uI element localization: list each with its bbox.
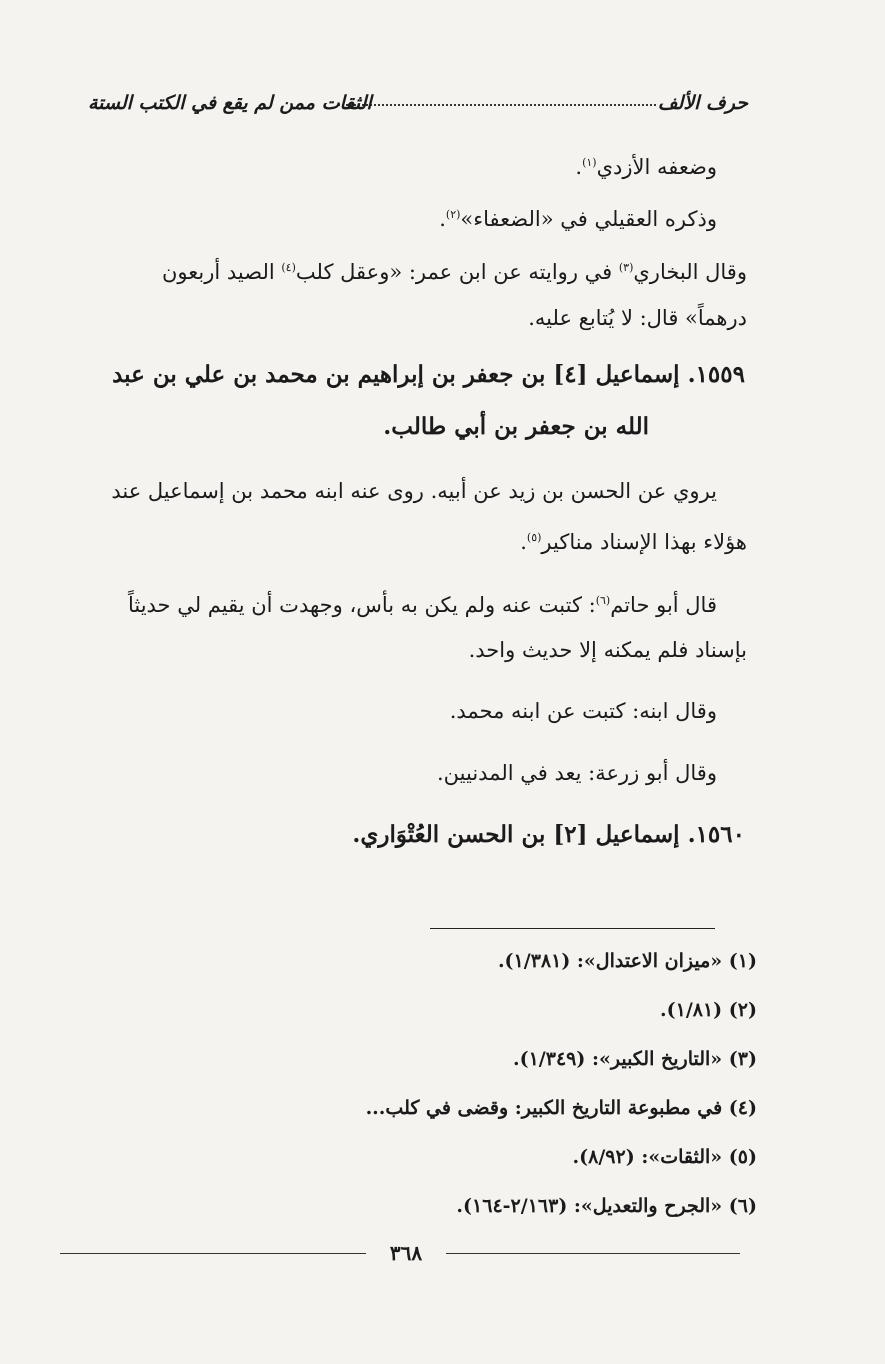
- text-span: الله بن جعفر بن أبي طالب.: [383, 413, 649, 440]
- text-span: ١٥٥٩. إسماعيل [٤] بن جعفر بن إبراهيم بن محمد بن علي بن عبد: [112, 361, 745, 388]
- text-line: [528, 303, 747, 333]
- entry-1559-heading-cont: [383, 412, 649, 442]
- footnote-ref: (٥): [526, 531, 542, 544]
- footnote-1: (١) «ميزان الاعتدال»: (١/٣٨١).: [497, 950, 757, 972]
- footnote-2: (٢) (١/٨١).: [660, 999, 757, 1021]
- text-span: : كتبت عنه ولم يكن به بأس، وجهدت أن يقيم لي حديثاً: [127, 593, 596, 617]
- text-span: ١٥٦٠. إسماعيل [٢] بن الحسن العُتْوَاري.: [352, 821, 745, 848]
- text-line: [439, 200, 717, 234]
- text-span: قال أبو حاتم: [610, 593, 717, 617]
- text-span: في روايته عن ابن عمر: «وعقل كلب: [295, 260, 619, 284]
- text-line: [437, 758, 717, 788]
- text-line: [575, 148, 717, 182]
- chapter-title: حرف الألف: [657, 92, 748, 114]
- text-span: يروي عن الحسن بن زيد عن أبيه. روى عنه ابنه محمد بن إسماعيل عند: [111, 479, 717, 503]
- text-span: هؤلاء بهذا الإسناد مناكير: [541, 530, 747, 554]
- text-line: [128, 586, 717, 620]
- text-line: [450, 696, 717, 726]
- footnote-6: (٦) «الجرح والتعديل»: (٢/١٦٣-١٦٤).: [456, 1195, 757, 1217]
- footnote-5: (٥) «الثقات»: (٨/٩٢).: [572, 1146, 757, 1168]
- footnote-ref: (٤): [281, 261, 296, 274]
- page-number: ٣٦٨: [366, 1238, 446, 1268]
- footnote-ref: (٢): [445, 208, 461, 221]
- entry-1559-heading: [112, 360, 745, 390]
- text-line: [162, 253, 747, 287]
- text-span: بإسناد فلم يمكنه إلا حديث واحد.: [468, 638, 747, 662]
- footnote-3: (٣) «التاريخ الكبير»: (١/٣٤٩).: [512, 1048, 757, 1070]
- footnote-ref: (٣): [618, 261, 634, 274]
- text-line: [469, 635, 747, 665]
- entry-1560-heading: [352, 820, 745, 850]
- text-span: وقال أبو زرعة: يعد في المدنيين.: [436, 761, 717, 785]
- text-span: وقال البخاري: [633, 260, 747, 284]
- footnote-separator: [430, 928, 715, 929]
- text-span: .: [575, 155, 583, 179]
- running-header: [88, 88, 748, 122]
- text-span: درهماً» قال: لا يُتابع عليه.: [528, 306, 747, 330]
- footnote-ref: (١): [582, 156, 597, 169]
- text-span: وقال ابنه: كتبت عن ابنه محمد.: [449, 699, 717, 723]
- text-span: وضعفه الأزدي: [596, 155, 717, 179]
- text-span: وذكره العقيلي في «الضعفاء»: [460, 207, 717, 231]
- footnote-ref: (٦): [595, 594, 611, 607]
- footnote-4: (٤) في مطبوعة التاريخ الكبير: وقضى في كلب...: [365, 1097, 757, 1119]
- text-span: .: [520, 530, 527, 554]
- text-span: الصيد أربعون: [161, 260, 282, 284]
- text-line: [520, 523, 747, 557]
- text-span: .: [439, 207, 446, 231]
- book-title: الثقات ممن لم يقع في الكتب الستة: [88, 92, 372, 114]
- text-line: [111, 476, 717, 506]
- header-dot-leader: [338, 104, 656, 106]
